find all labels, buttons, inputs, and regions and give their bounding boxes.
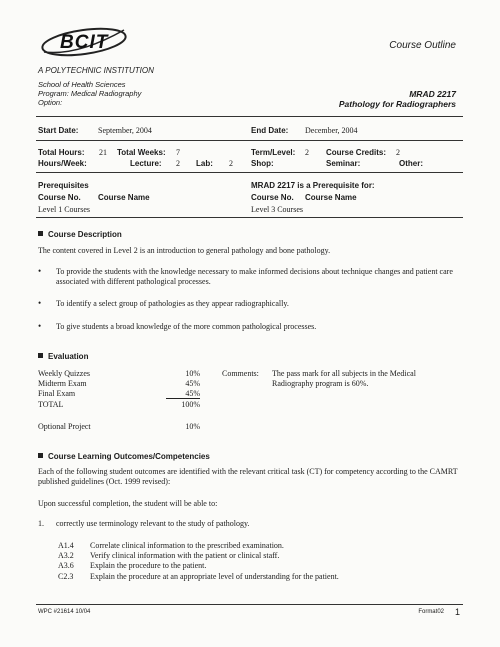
outcomes-intro: Each of the following student outcomes are identified with the relevant critical task (CT) for competency according to the CAMRT published guidelines (Oct. 1999 revised): <box>38 467 458 486</box>
outcome-item-text: correctly use terminology relevant to the study of pathology. <box>56 519 250 528</box>
evaluation-row-label: Optional Project <box>38 422 91 431</box>
course-description-heading-text: Course Description <box>48 230 122 239</box>
evaluation-row-value: 10% <box>185 422 200 431</box>
bullet-dot-icon: • <box>38 298 42 308</box>
prereq-course-name-header: Course Name <box>98 193 150 202</box>
document-type: Course Outline <box>389 40 456 51</box>
course-credits-value: 2 <box>396 148 400 157</box>
outcome-sub-code: A1.4 <box>58 541 74 550</box>
comments-label: Comments: <box>222 369 259 378</box>
prereq-for-course-no-header: Course No. <box>251 193 294 202</box>
lecture-value: 2 <box>176 159 180 168</box>
section-square-icon <box>38 231 43 236</box>
term-level-value: 2 <box>305 148 309 157</box>
end-date-label: End Date: <box>251 126 289 135</box>
outcome-item-number: 1. <box>38 519 44 528</box>
outcome-sub-text: Explain the procedure at an appropriate level of understanding for the patient. <box>90 572 339 581</box>
outcome-sub-text: Explain the procedure to the patient. <box>90 561 207 570</box>
prereq-divider <box>36 217 463 218</box>
prereq-for-course-name-header: Course Name <box>305 193 357 202</box>
outcome-sub-text: Verify clinical information with the patient or clinical staff. <box>90 551 280 560</box>
bcit-logo <box>38 22 130 62</box>
outcome-sub-code: A3.2 <box>58 551 74 560</box>
outcome-sub-code: C2.3 <box>58 572 74 581</box>
evaluation-row-value: 100% <box>181 400 200 409</box>
prereq-value: Level 1 Courses <box>38 205 90 214</box>
start-date-value: September, 2004 <box>98 126 152 135</box>
institution-tagline: A POLYTECHNIC INSTITUTION <box>38 66 154 75</box>
shop-label: Shop: <box>251 159 274 168</box>
section-square-icon <box>38 353 43 358</box>
course-code: MRAD 2217 <box>409 89 456 99</box>
course-description-intro: The content covered in Level 2 is an introduction to general pathology and bone pathology. <box>38 246 331 255</box>
evaluation-row-value: 10% <box>185 369 200 378</box>
description-bullet-1: To provide the students with the knowledge necessary to make informed decisions about technique changes and patient care associated with different pathological processes. <box>56 267 453 286</box>
lab-label: Lab: <box>196 159 213 168</box>
evaluation-row-value: 45% <box>185 389 200 398</box>
evaluation-row-value: 45% <box>185 379 200 388</box>
section-square-icon <box>38 453 43 458</box>
footer-left-id: WPC #21614 10/04 <box>38 609 91 615</box>
prerequisites-title: Prerequisites <box>38 181 89 190</box>
lab-value: 2 <box>229 159 233 168</box>
bcit-logo-text: BCIT <box>60 32 109 53</box>
bullet-dot-icon: • <box>38 321 42 331</box>
evaluation-heading <box>38 352 88 361</box>
outcomes-heading-text: Course Learning Outcomes/Competencies <box>48 452 210 461</box>
seminar-label: Seminar: <box>326 159 361 168</box>
start-date-label: Start Date: <box>38 126 79 135</box>
course-title: Pathology for Radiographers <box>338 99 456 109</box>
evaluation-row-label: Midterm Exam <box>38 379 87 388</box>
comments-text: The pass mark for all subjects in the Medical Radiography program is 60%. <box>272 369 416 388</box>
total-hours-value: 21 <box>99 148 107 157</box>
evaluation-row-label: Weekly Quizzes <box>38 369 90 378</box>
prereq-for-title: MRAD 2217 is a Prerequisite for: <box>251 181 375 190</box>
outcomes-lead: Upon successful completion, the student will be able to: <box>38 499 218 508</box>
option-label: Option: <box>38 98 63 107</box>
end-date-value: December, 2004 <box>305 126 358 135</box>
bullet-dot-icon: • <box>38 266 42 276</box>
outcome-sub-code: A3.6 <box>58 561 74 570</box>
course-description-heading <box>38 230 122 239</box>
description-bullet-2: To identify a select group of pathologies as they appear radiographically. <box>56 299 289 308</box>
lecture-label: Lecture: <box>130 159 162 168</box>
program-name: Program: Medical Radiography <box>38 89 142 98</box>
evaluation-row-label: TOTAL <box>38 400 64 409</box>
header-divider <box>36 116 463 117</box>
evaluation-heading-text: Evaluation <box>48 352 89 361</box>
dates-divider <box>36 140 463 141</box>
total-hours-label: Total Hours: <box>38 148 85 157</box>
prereq-for-value: Level 3 Courses <box>251 205 303 214</box>
hours-divider <box>36 172 463 173</box>
prereq-course-no-header: Course No. <box>38 193 81 202</box>
evaluation-total-underline <box>166 398 200 399</box>
footer-divider <box>36 604 463 605</box>
school-name: School of Health Sciences <box>38 80 126 89</box>
total-weeks-value: 7 <box>176 148 180 157</box>
course-credits-label: Course Credits: <box>326 148 387 157</box>
evaluation-row-label: Final Exam <box>38 389 76 398</box>
outcomes-heading <box>38 452 210 461</box>
total-weeks-label: Total Weeks: <box>117 148 166 157</box>
other-label: Other: <box>399 159 423 168</box>
outcome-sub-text: Correlate clinical information to the prescribed examination. <box>90 541 284 550</box>
description-bullet-3: To give students a broad knowledge of the more common pathological processes. <box>56 322 317 331</box>
footer-format-label: Format02 <box>418 609 444 615</box>
hours-week-label: Hours/Week: <box>38 159 87 168</box>
term-level-label: Term/Level: <box>251 148 296 157</box>
page-number: 1 <box>454 607 460 617</box>
